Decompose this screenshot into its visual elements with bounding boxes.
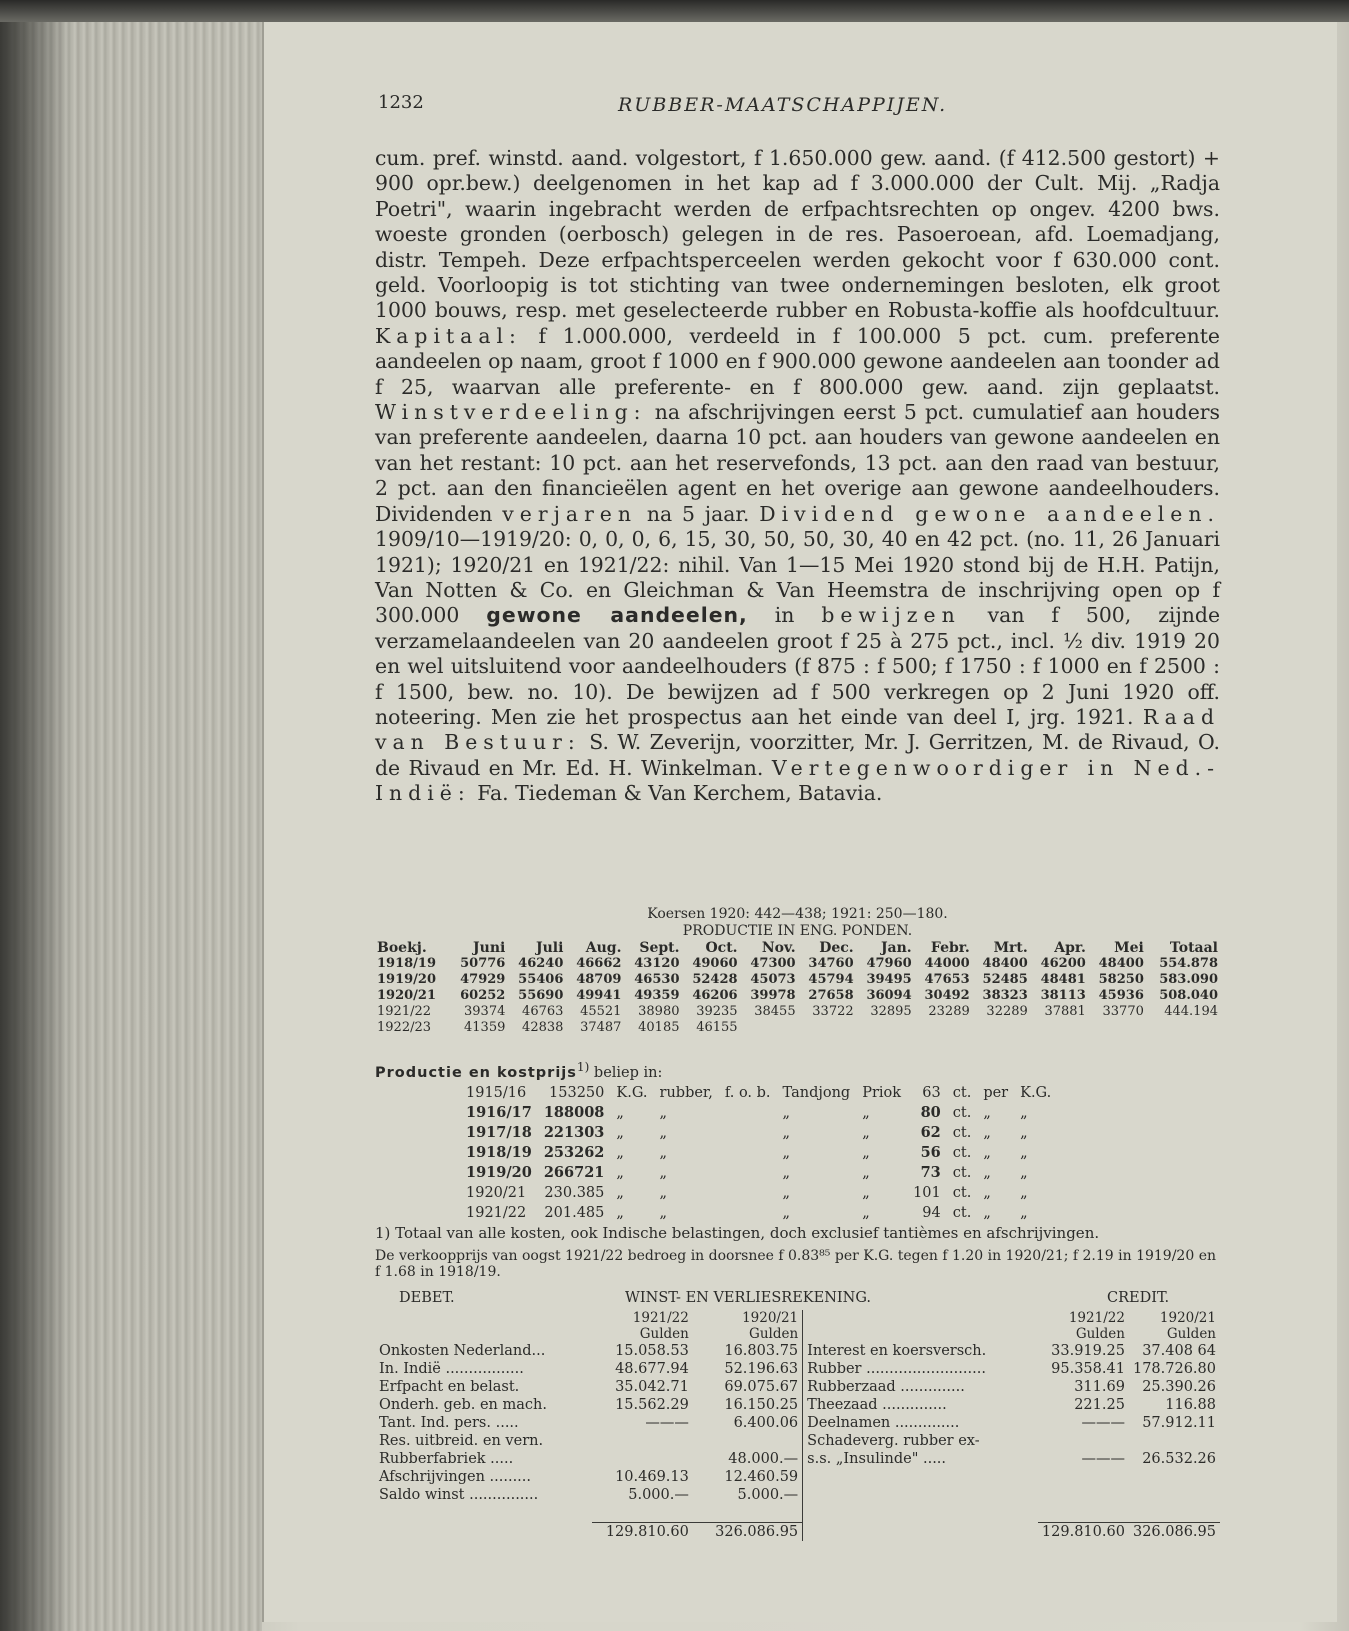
production-col-header: Oct. xyxy=(705,940,738,956)
kostprijs-section xyxy=(375,1057,1220,1280)
bewijzen-label: bewijzen xyxy=(821,603,961,628)
debet-label: DEBET. xyxy=(399,1290,455,1306)
account-cell-c2: 57.912.11 xyxy=(1142,1415,1216,1431)
production-header-row xyxy=(375,940,1220,956)
production-cell: 50776 xyxy=(460,956,506,971)
kostprijs-cell-f: ct. xyxy=(952,1104,972,1121)
kostprijs-cell-a: „ xyxy=(616,1104,624,1121)
col-unit: Gulden xyxy=(693,1326,803,1342)
kostprijs-cell-kg: 188008 xyxy=(543,1103,605,1121)
account-cell-c2 xyxy=(1129,1468,1220,1486)
account-spacer-row xyxy=(375,1504,1220,1522)
account-cell-c1: 221.25 xyxy=(1074,1397,1125,1413)
account-cell-d1: 5.000.— xyxy=(628,1487,689,1503)
kostprijs-cell-h: „ xyxy=(1020,1164,1028,1181)
production-cell: 444.194 xyxy=(1164,1004,1218,1019)
account-cell-d2 xyxy=(693,1432,803,1450)
kostprijs-cell-ct: 56 xyxy=(920,1143,941,1161)
account-row xyxy=(375,1414,1220,1432)
production-cell: 36094 xyxy=(866,988,912,1003)
kostprijs-cell-f: ct. xyxy=(952,1204,972,1221)
account-cell-d1: 15.058.53 xyxy=(615,1343,689,1359)
account-cell-dl: Res. uitbreid. en vern. xyxy=(379,1433,544,1449)
production-col-header: Febr. xyxy=(930,940,970,956)
account-cell-c1 xyxy=(1038,1468,1129,1486)
kostprijs-cell-h: „ xyxy=(1020,1104,1028,1121)
kostprijs-title-rest: beliep in: xyxy=(593,1064,663,1081)
production-cell: 45936 xyxy=(1098,988,1144,1003)
production-cell: 1922/23 xyxy=(377,1020,432,1035)
company-description xyxy=(375,146,1220,807)
production-cell xyxy=(1088,1020,1146,1036)
production-cell: 39495 xyxy=(866,972,912,987)
account-blank xyxy=(375,1522,592,1541)
production-cell xyxy=(740,1020,798,1036)
account-cell-d1 xyxy=(592,1432,693,1450)
production-cell xyxy=(914,1020,972,1036)
text-segment: f 1.000.000, verdeeld in f 100.000 5 pct. cum. preferente aandeelen op naam, groot f 1000 en f 900.000 gewone aandeelen aan toonder ad f 25, waarvan alle preferente- en f 800.000 gew. aand. zijn geplaatst. xyxy=(375,323,1220,399)
kostprijs-cell-g: „ xyxy=(983,1104,991,1121)
account-cell-dl: Tant. Ind. pers. ..... xyxy=(379,1415,519,1431)
kostprijs-cell-h: „ xyxy=(1020,1144,1028,1161)
account-cell-c1: ——— xyxy=(1081,1451,1125,1467)
account-cell-d2: 16.803.75 xyxy=(693,1342,803,1360)
vertegenwoordiger-label: Vertegenwoordiger in Ned.-Indië: xyxy=(375,755,1220,806)
production-cell: 52485 xyxy=(982,972,1028,987)
kostprijs-cell-year: 1916/17 xyxy=(466,1103,532,1121)
top-shadow xyxy=(0,0,1349,22)
verjaren-label: verjaren xyxy=(502,501,638,526)
production-cell: 47929 xyxy=(460,972,506,987)
production-cell: 38455 xyxy=(754,1004,796,1019)
kostprijs-cell-h: K.G. xyxy=(1020,1084,1052,1101)
kostprijs-row xyxy=(460,1203,1057,1223)
page-number: 1232 xyxy=(378,92,424,113)
account-cell-d1: 35.042.71 xyxy=(615,1379,689,1395)
production-cell: 46155 xyxy=(696,1020,738,1035)
account-cell-c2: 178.726.80 xyxy=(1132,1361,1216,1377)
production-title: PRODUCTIE IN ENG. PONDEN. xyxy=(682,923,913,939)
production-cell: 44000 xyxy=(924,956,970,971)
col-unit: Gulden xyxy=(1075,1326,1125,1342)
kostprijs-cell-f: ct. xyxy=(952,1184,972,1201)
kostprijs-cell-f: ct. xyxy=(952,1084,972,1101)
kapitaal-label: Kapitaal: xyxy=(375,323,522,348)
col-unit: Gulden xyxy=(639,1326,689,1342)
kostprijs-title xyxy=(375,1057,1220,1083)
kostprijs-cell-ct: 101 xyxy=(913,1184,941,1201)
kostprijs-cell-e: „ xyxy=(862,1184,870,1201)
credit-label: CREDIT. xyxy=(1107,1290,1170,1306)
winstverdeeling-label: Winstverdeeling: xyxy=(375,400,647,425)
production-col-header: Dec. xyxy=(819,940,854,956)
production-col-header: Aug. xyxy=(585,940,622,956)
production-cell: 34760 xyxy=(808,956,854,971)
kostprijs-cell-ct: 94 xyxy=(922,1204,941,1221)
kostprijs-cell-b: „ xyxy=(659,1104,668,1121)
kostprijs-cell-kg: 266721 xyxy=(543,1163,605,1181)
account-table xyxy=(375,1310,1220,1541)
account-cell-d2: 69.075.67 xyxy=(693,1378,803,1396)
account-cell-cl: Schadeverg. rubber ex- xyxy=(807,1433,980,1449)
kostprijs-cell-d: „ xyxy=(782,1204,791,1221)
kostprijs-cell-d: „ xyxy=(782,1184,791,1201)
account-cell-d2: 12.460.59 xyxy=(693,1468,803,1486)
production-cell: 55406 xyxy=(518,972,564,987)
kostprijs-row xyxy=(460,1103,1057,1123)
text-segment: na 5 jaar. xyxy=(646,501,750,526)
production-row xyxy=(375,972,1220,988)
production-col-header: Juni xyxy=(473,940,506,956)
account-cell-d1: 10.469.13 xyxy=(615,1469,689,1485)
account-cell-c2 xyxy=(1129,1432,1220,1450)
production-cell: 30492 xyxy=(924,988,970,1003)
kostprijs-cell-kg: 201.485 xyxy=(544,1204,605,1221)
production-col-header: Nov. xyxy=(761,940,796,956)
footnote-marker: 1) xyxy=(576,1060,590,1074)
production-cell: 508.040 xyxy=(1159,988,1218,1003)
kostprijs-cell-a: „ xyxy=(616,1184,624,1201)
production-cell: 38113 xyxy=(1040,988,1086,1003)
footnote: 1) Totaal van alle kosten, ook Indische belastingen, doch exclusief tantièmes en afschrijvingen. xyxy=(375,1223,1100,1242)
kostprijs-cell-h: „ xyxy=(1020,1204,1028,1221)
column-unit-row xyxy=(375,1326,1220,1342)
kostprijs-row xyxy=(460,1143,1057,1163)
kostprijs-row xyxy=(460,1163,1057,1183)
kostprijs-cell-a: „ xyxy=(616,1144,624,1161)
kostprijs-cell-year: 1918/19 xyxy=(466,1143,532,1161)
account-blank xyxy=(803,1522,1038,1541)
kostprijs-cell-g: per xyxy=(983,1084,1009,1101)
production-col-header: Sept. xyxy=(639,940,680,956)
production-cell: 48481 xyxy=(1040,972,1086,987)
account-total-c2: 326.086.95 xyxy=(1129,1522,1220,1541)
production-cell: 55690 xyxy=(518,988,564,1003)
account-cell-d1: ——— xyxy=(645,1415,689,1431)
kostprijs-cell-year: 1915/16 xyxy=(466,1084,527,1101)
account-cell-cl xyxy=(803,1468,1038,1486)
production-cell: 1920/21 xyxy=(377,988,437,1003)
account-row xyxy=(375,1360,1220,1378)
kostprijs-cell-h: „ xyxy=(1020,1124,1028,1141)
production-cell xyxy=(1030,1020,1088,1036)
kostprijs-row xyxy=(460,1123,1057,1143)
production-cell: 33770 xyxy=(1102,1004,1144,1019)
account-row xyxy=(375,1432,1220,1450)
account-cell-c2: 25.390.26 xyxy=(1142,1379,1216,1395)
production-col-header: Boekj. xyxy=(377,940,427,956)
production-cell: 37881 xyxy=(1044,1004,1086,1019)
production-cell: 45073 xyxy=(750,972,796,987)
production-cell: 43120 xyxy=(634,956,680,971)
production-cell: 41359 xyxy=(464,1020,506,1035)
account-cell-cl: s.s. „Insulinde" ..... xyxy=(807,1451,947,1467)
kostprijs-cell-e: „ xyxy=(862,1204,870,1221)
production-cell: 45794 xyxy=(808,972,854,987)
text-segment: S. W. Zeverijn, voorzitter, Mr. J. Gerritzen, M. de Rivaud, O. de Rivaud en Mr. Ed. H. Winkelman. xyxy=(375,730,1220,780)
production-col-header: Jan. xyxy=(880,940,912,956)
text-segment: in xyxy=(774,603,795,628)
kostprijs-cell-year: 1919/20 xyxy=(466,1163,532,1181)
raad-van-bestuur-label: Raad van Bestuur: xyxy=(375,704,1221,755)
kostprijs-cell-a: „ xyxy=(616,1204,624,1221)
account-cell-c1 xyxy=(1038,1486,1129,1504)
account-row xyxy=(375,1396,1220,1414)
description-paragraph xyxy=(375,146,1220,807)
production-cell: 32289 xyxy=(986,1004,1028,1019)
production-cell: 42838 xyxy=(522,1020,564,1035)
account-cell-dl: Onkosten Nederland... xyxy=(379,1343,546,1359)
text-segment: na afschrijvingen eerst 5 pct. cumulatief aan houders van preferente aandeelen, daarna 10 pct. aan houders van gewone aandeelen en van het restant: 10 pct. aan het reservefonds, 13 pct. aan den raad van bestuur, 2 pct. aan den financieëlen agent en het overige aan gewone aandeelhouders. Dividenden xyxy=(375,400,1221,526)
account-cell-d2: 6.400.06 xyxy=(693,1414,803,1432)
kostprijs-cell-b: „ xyxy=(659,1204,668,1221)
kostprijs-cell-b: rubber, xyxy=(659,1084,713,1101)
production-cell: 48709 xyxy=(576,972,622,987)
kostprijs-cell-d: „ xyxy=(782,1164,791,1181)
production-cell: 49359 xyxy=(634,988,680,1003)
production-cell xyxy=(1146,1020,1220,1036)
account-cell-c2: 116.88 xyxy=(1165,1397,1216,1413)
production-row xyxy=(375,956,1220,972)
col-year: 1921/22 xyxy=(1068,1310,1125,1326)
kostprijs-cell-e: „ xyxy=(862,1164,870,1181)
production-cell: 48400 xyxy=(982,956,1028,971)
account-cell-cl xyxy=(803,1486,1038,1504)
kostprijs-cell-c xyxy=(719,1143,777,1163)
gewone-aandeelen-label: gewone aandeelen, xyxy=(486,603,748,628)
production-row xyxy=(375,1004,1220,1020)
kostprijs-row xyxy=(460,1183,1057,1203)
kostprijs-cell-e: „ xyxy=(862,1124,870,1141)
production-cell: 33722 xyxy=(812,1004,854,1019)
kostprijs-cell-c xyxy=(719,1183,777,1203)
production-cell: 48400 xyxy=(1098,956,1144,971)
account-cell-c1: 33.919.25 xyxy=(1051,1343,1125,1359)
production-col-header: Juli xyxy=(535,940,564,956)
kostprijs-cell-d: „ xyxy=(782,1124,791,1141)
production-cell: 47960 xyxy=(866,956,912,971)
kostprijs-cell-g: „ xyxy=(983,1124,991,1141)
kostprijs-cell-c xyxy=(719,1123,777,1143)
account-cell-d2: 48.000.— xyxy=(693,1450,803,1468)
text-segment: cum. pref. winstd. aand. volgestort, f 1.650.000 gew. aand. (f 412.500 gestort) + 900 opr.bew.) deelgenomen in het kap ad f 3.000.000 der Cult. Mij. „Radja Poetri", waarin ingebracht werden de erfpachtsrechten op ongev. 4200 bws. woeste gronden (oerbosch) gelegen in de res. Pasoeroean, afd. Loemadjang, distr. Tempeh. Deze erfpachtsperceelen werden gekocht voor f 630.000 cont. geld. Voorloopig is tot stichting van twee ondernemingen besloten, elk groot 1000 bouws, resp. met geselecteerde rubber en Robusta-koffie als hoofdcultuur. xyxy=(375,146,1220,323)
kostprijs-cell-b: „ xyxy=(659,1184,668,1201)
kostprijs-cell-a: „ xyxy=(616,1124,624,1141)
production-cell: 58250 xyxy=(1098,972,1144,987)
col-year: 1921/22 xyxy=(632,1310,689,1326)
account-row xyxy=(375,1378,1220,1396)
production-cell xyxy=(972,1020,1030,1036)
production-cell: 46240 xyxy=(518,956,564,971)
text-segment: Fa. Tiedeman & Van Kerchem, Batavia. xyxy=(477,781,883,806)
production-cell: 46530 xyxy=(634,972,680,987)
production-cell: 47653 xyxy=(924,972,970,987)
production-cell: 40185 xyxy=(638,1020,680,1035)
account-cell-c1: 311.69 xyxy=(1074,1379,1125,1395)
production-col-header: Apr. xyxy=(1054,940,1086,956)
account-cell-c2 xyxy=(1129,1486,1220,1504)
kostprijs-cell-g: „ xyxy=(983,1144,991,1161)
kostprijs-cell-g: „ xyxy=(983,1184,991,1201)
dividend-label: Dividend gewone aandeelen. xyxy=(759,501,1220,526)
account-cell-d2: 52.196.63 xyxy=(693,1360,803,1378)
kostprijs-cell-g: „ xyxy=(983,1204,991,1221)
account-cell-d2: 5.000.— xyxy=(693,1486,803,1504)
kostprijs-cell-ct: 80 xyxy=(920,1103,941,1121)
col-year: 1920/21 xyxy=(1159,1310,1216,1326)
account-cell-dl: Rubberfabriek ..... xyxy=(379,1451,514,1467)
column-year-row xyxy=(375,1310,1220,1326)
account-row xyxy=(375,1450,1220,1468)
kostprijs-title-bold: Productie en kostprijs xyxy=(375,1064,577,1081)
account-cell-c2: 26.532.26 xyxy=(1142,1451,1216,1467)
account-cell-d1 xyxy=(592,1450,693,1468)
production-cell: 1921/22 xyxy=(377,1004,432,1019)
account-row xyxy=(375,1342,1220,1360)
kostprijs-cell-c xyxy=(719,1203,777,1223)
account-cell-cl: Interest en koersversch. xyxy=(807,1343,987,1359)
kostprijs-cell-e: „ xyxy=(862,1144,870,1161)
production-cell: 23289 xyxy=(928,1004,970,1019)
account-total-d2: 326.086.95 xyxy=(693,1522,803,1541)
account-total-c1: 129.810.60 xyxy=(1038,1522,1129,1541)
account-cell-d1: 15.562.29 xyxy=(615,1397,689,1413)
production-cell: 46200 xyxy=(1040,956,1086,971)
account-cell-dl: Erfpacht en belast. xyxy=(379,1379,520,1395)
production-col-header: Totaal xyxy=(1169,940,1218,956)
production-cell: 52428 xyxy=(692,972,738,987)
profit-loss-account xyxy=(375,1290,1220,1541)
account-cell-dl: Onderh. geb. en mach. xyxy=(379,1397,547,1413)
production-cell: 1919/20 xyxy=(377,972,437,987)
production-cell: 32895 xyxy=(870,1004,912,1019)
kostprijs-cell-ct: 73 xyxy=(920,1163,941,1181)
production-cell: 1918/19 xyxy=(377,956,437,971)
price-note: De verkoopprijs van oogst 1921/22 bedroeg in doorsnee f 0.83⁸⁵ per K.G. tegen f 1.20 in 1920/21; f 2.19 in 1919/20 en f 1.68 in 1918/19. xyxy=(375,1247,1216,1280)
production-cell: 49060 xyxy=(692,956,738,971)
kostprijs-table xyxy=(460,1083,1057,1223)
text-segment: 1909/10—1919/20: 0, 0, 0, 6, 15, 30, 50, 50, 30, 40 en 42 pct. (no. 11, 26 Januari 1921); 1920/21 en 1921/22: nihil. Van 1—15 Mei 1920 stond bij de H.H. Patijn, Van Notten & Co. en Gleichman & Van Heemstra de inschrijving open op f 300.000 xyxy=(375,527,1220,628)
production-col-header: Mrt. xyxy=(993,940,1028,956)
account-cell-cl: Rubberzaad .............. xyxy=(807,1379,965,1395)
kostprijs-cell-c xyxy=(719,1103,777,1123)
kostprijs-cell-kg: 253262 xyxy=(543,1143,605,1161)
kostprijs-cell-ct: 62 xyxy=(920,1123,941,1141)
kostprijs-cell-year: 1920/21 xyxy=(466,1184,527,1201)
account-row xyxy=(375,1486,1220,1504)
kostprijs-cell-kg: 230.385 xyxy=(544,1184,605,1201)
kostprijs-cell-g: „ xyxy=(983,1164,991,1181)
production-cell: 38323 xyxy=(982,988,1028,1003)
account-header xyxy=(375,1290,1220,1310)
production-cell: 60252 xyxy=(460,988,506,1003)
kostprijs-cell-h: „ xyxy=(1020,1184,1028,1201)
page-header xyxy=(378,92,1198,126)
kostprijs-cell-a: K.G. xyxy=(616,1084,648,1101)
kostprijs-cell-e: Priok xyxy=(862,1084,902,1101)
account-cell-c1: ——— xyxy=(1081,1415,1125,1431)
production-row xyxy=(375,1020,1220,1036)
production-cell: 49941 xyxy=(576,988,622,1003)
production-table xyxy=(375,940,1220,1036)
kostprijs-cell-d: Tandjong xyxy=(782,1084,851,1101)
production-section xyxy=(375,906,1220,1036)
kostprijs-cell-kg: 153250 xyxy=(549,1084,605,1101)
kostprijs-cell-f: ct. xyxy=(952,1144,972,1161)
kostprijs-cell-e: „ xyxy=(862,1104,870,1121)
account-title: WINST- EN VERLIESREKENING. xyxy=(625,1290,871,1306)
account-cell-dl: Afschrijvingen ......... xyxy=(379,1469,532,1485)
production-cell: 39978 xyxy=(750,988,796,1003)
production-cell: 47300 xyxy=(750,956,796,971)
account-cell-cl: Deelnamen .............. xyxy=(807,1415,960,1431)
production-cell xyxy=(798,1020,856,1036)
production-row xyxy=(375,988,1220,1004)
account-cell-dl: Saldo winst ............... xyxy=(379,1487,539,1503)
kostprijs-cell-a: „ xyxy=(616,1164,624,1181)
production-col-header: Mei xyxy=(1114,940,1144,956)
kostprijs-cell-b: „ xyxy=(659,1164,668,1181)
production-cell: 46206 xyxy=(692,988,738,1003)
kostprijs-cell-ct: 63 xyxy=(922,1084,941,1101)
account-row xyxy=(375,1468,1220,1486)
spine-shadow xyxy=(0,0,70,1631)
account-cell-c1: 95.358.41 xyxy=(1051,1361,1125,1377)
kostprijs-cell-d: „ xyxy=(782,1144,791,1161)
account-cell-dl: In. Indië ................. xyxy=(379,1361,524,1377)
production-cell: 38980 xyxy=(638,1004,680,1019)
production-cell: 37487 xyxy=(580,1020,622,1035)
account-cell-cl: Rubber .......................... xyxy=(807,1361,986,1377)
production-cell: 46662 xyxy=(576,956,622,971)
kostprijs-cell-year: 1921/22 xyxy=(466,1204,527,1221)
running-head: RUBBER-MAATSCHAPPIJEN. xyxy=(618,94,948,116)
koersen-line: Koersen 1920: 442—438; 1921: 250—180. xyxy=(647,906,948,922)
text-segment: van f 500, zijnde verzamelaandeelen van 20 aandeelen groot f 25 à 275 pct., incl. ½ div. 1919 20 en wel uitsluitend voor aandeelhouders (f 875 : f 500; f 1750 : f 1000 en f 2500 : f 1500, bew. no. 10). De bewijzen ad f 500 verkregen op 2 Juni 1920 off. noteering. Men zie het prospectus aan het einde van deel I, jrg. 1921. xyxy=(375,603,1221,729)
kostprijs-cell-kg: 221303 xyxy=(543,1123,605,1141)
production-cell: 45521 xyxy=(580,1004,622,1019)
account-cell-cl: Theezaad .............. xyxy=(807,1397,947,1413)
kostprijs-cell-c xyxy=(719,1163,777,1183)
kostprijs-cell-b: „ xyxy=(659,1144,668,1161)
account-cell-d1: 48.677.94 xyxy=(615,1361,689,1377)
production-cell: 39374 xyxy=(464,1004,506,1019)
production-cell: 554.878 xyxy=(1159,956,1218,971)
col-year: 1920/21 xyxy=(693,1310,803,1326)
production-cell: 583.090 xyxy=(1159,972,1218,987)
kostprijs-cell-f: ct. xyxy=(952,1164,972,1181)
kostprijs-cell-f: ct. xyxy=(952,1124,972,1141)
kostprijs-cell-c: f. o. b. xyxy=(724,1084,771,1101)
account-total-d1: 129.810.60 xyxy=(592,1522,693,1541)
kostprijs-cell-b: „ xyxy=(659,1124,668,1141)
account-totals-row xyxy=(375,1522,1220,1541)
kostprijs-cell-year: 1917/18 xyxy=(466,1123,532,1141)
production-cell xyxy=(856,1020,914,1036)
kostprijs-cell-d: „ xyxy=(782,1104,791,1121)
account-cell-c1 xyxy=(1038,1432,1129,1450)
account-cell-c2: 37.408 64 xyxy=(1142,1343,1216,1359)
production-cell: 46763 xyxy=(522,1004,564,1019)
production-cell: 27658 xyxy=(808,988,854,1003)
kostprijs-row xyxy=(460,1083,1057,1103)
account-cell-d2: 16.150.25 xyxy=(693,1396,803,1414)
col-unit: Gulden xyxy=(1166,1326,1216,1342)
production-cell: 39235 xyxy=(696,1004,738,1019)
